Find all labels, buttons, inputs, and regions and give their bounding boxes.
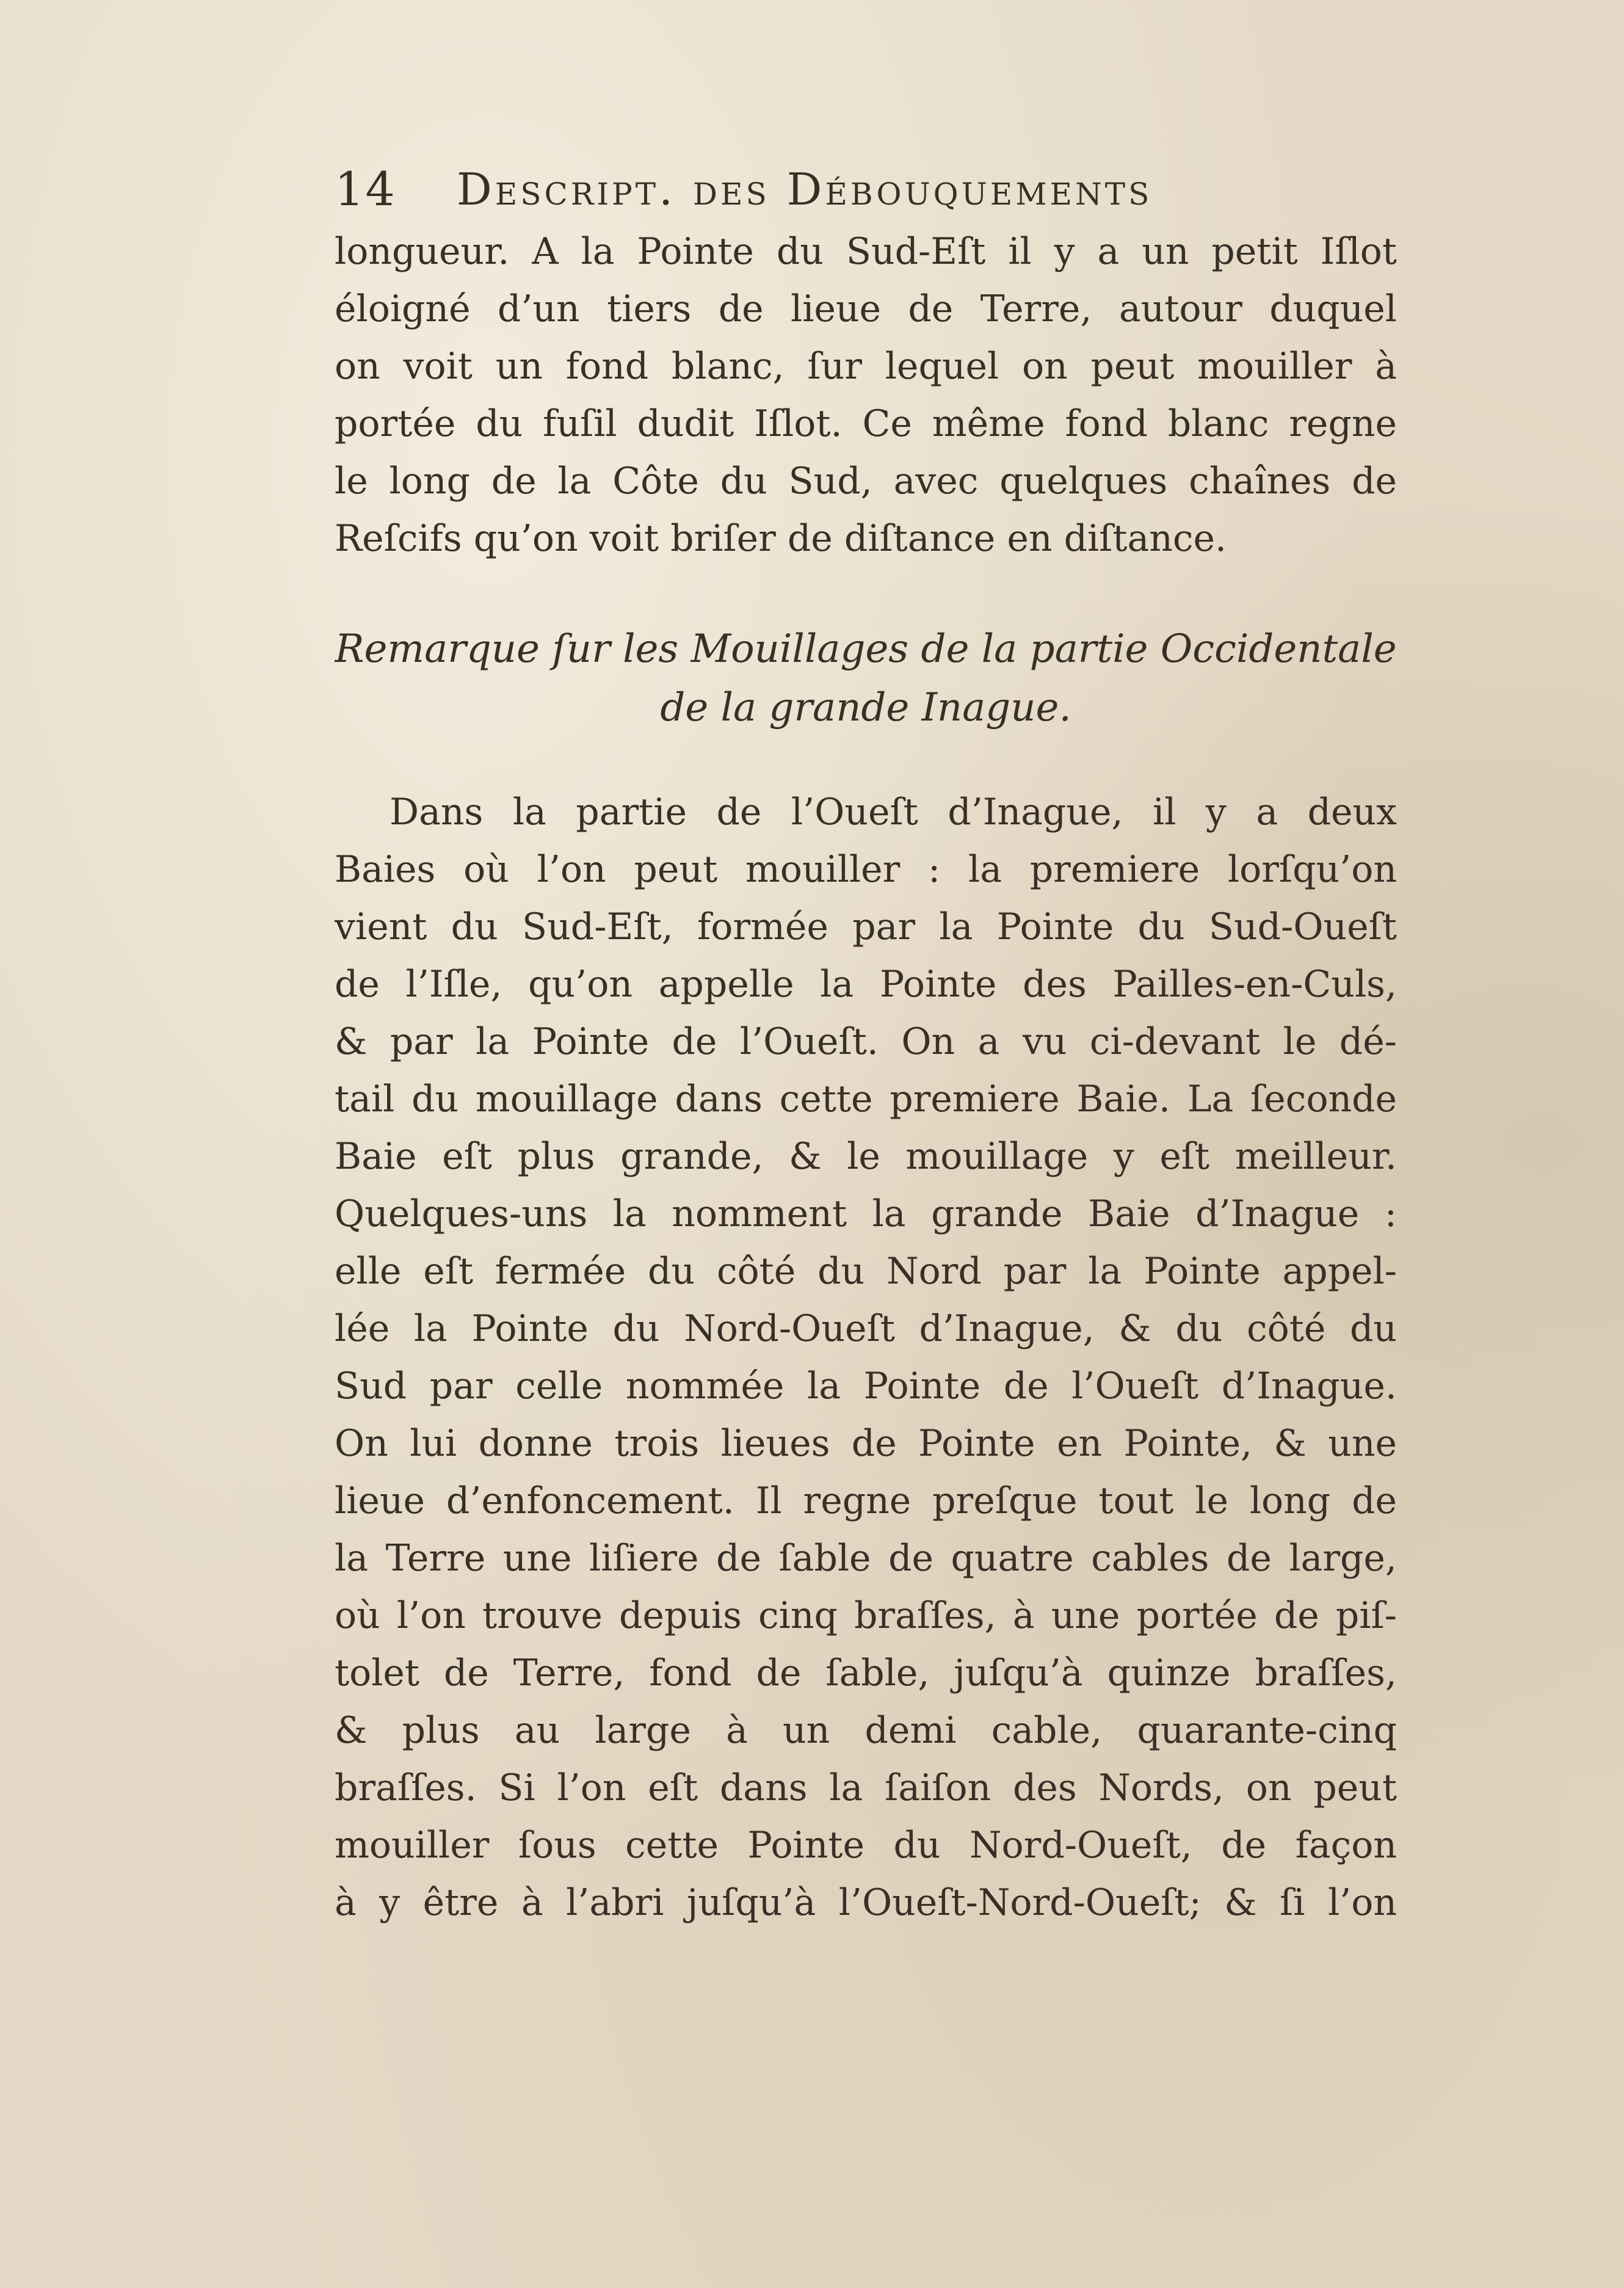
text-line: éloigné d’un tiers de lieue de Terre, autour duquel — [335, 288, 1397, 330]
text-line: Quelques-uns la nomment la grande Baie d’Inague : — [335, 1193, 1397, 1235]
text-line: à y être à l’abri juſqu’à l’Oueſt-Nord-Oueſt; & ſi l’on — [335, 1881, 1397, 1924]
text-line: la Terre une liſiere de ſable de quatre cables de large, — [335, 1537, 1397, 1580]
text-line: lieue d’enfoncement. Il regne preſque tout le long de — [335, 1480, 1397, 1522]
text-line: & plus au large à un demi cable, quarante-cinq — [335, 1709, 1397, 1752]
text-line: longueur. A la Pointe du Sud-Eſt il y a un petit Iſlot — [335, 230, 1397, 273]
heading-line: de la grande Inague. — [660, 685, 1071, 730]
text-line: tolet de Terre, fond de ſable, juſqu’à quinze braſſes, — [335, 1652, 1397, 1694]
text-line: Baies où l’on peut mouiller : la premiere lorſqu’on — [335, 848, 1397, 891]
running-title: Descript. des Débouquements — [457, 164, 1153, 215]
text-line: vient du Sud-Eſt, formée par la Pointe du Sud-Oueſt — [335, 906, 1397, 948]
text-line: & par la Pointe de l’Oueſt. On a vu ci-devant le dé- — [335, 1020, 1397, 1063]
heading-line: Remarque ſur les Mouillages de la partie Occidentale — [335, 626, 1397, 672]
text-line: où l’on trouve depuis cinq braſſes, à une portée de piſ- — [335, 1594, 1397, 1637]
text-line: braſſes. Si l’on eſt dans la ſaiſon des Nords, on peut — [335, 1767, 1397, 1809]
text-line: elle eſt fermée du côté du Nord par la Pointe appel- — [335, 1250, 1397, 1293]
text-line: mouiller ſous cette Pointe du Nord-Oueſt, de façon — [335, 1824, 1397, 1867]
section-heading — [335, 620, 1397, 737]
continuation-paragraph — [335, 223, 1397, 567]
text-line: Baie eſt plus grande, & le mouillage y eſt meilleur. — [335, 1135, 1397, 1178]
page-header — [335, 156, 1397, 223]
text-line: Reſcifs qu’on voit briſer de diſtance en diſtance. — [335, 517, 1227, 560]
text-line: On lui donne trois lieues de Pointe en Pointe, & une — [335, 1422, 1397, 1465]
page-number: 14 — [335, 162, 396, 216]
text-line: portée du fuſil dudit Iſlot. Ce même fond blanc regne — [335, 402, 1397, 445]
main-paragraph — [335, 783, 1397, 1931]
text-line: lée la Pointe du Nord-Oueſt d’Inague, & du côté du — [335, 1307, 1397, 1350]
text-line: le long de la Côte du Sud, avec quelques chaînes de — [335, 460, 1397, 503]
text-line: de l’Iſle, qu’on appelle la Pointe des Pailles-en-Culs, — [335, 963, 1397, 1006]
text-line: tail du mouillage dans cette premiere Baie. La ſeconde — [335, 1078, 1397, 1120]
text-line: Dans la partie de l’Oueſt d’Inague, il y a deux — [390, 791, 1397, 833]
text-line: Sud par celle nommée la Pointe de l’Oueſt d’Inague. — [335, 1365, 1397, 1407]
text-line: on voit un fond blanc, ſur lequel on peut mouiller à — [335, 345, 1397, 388]
